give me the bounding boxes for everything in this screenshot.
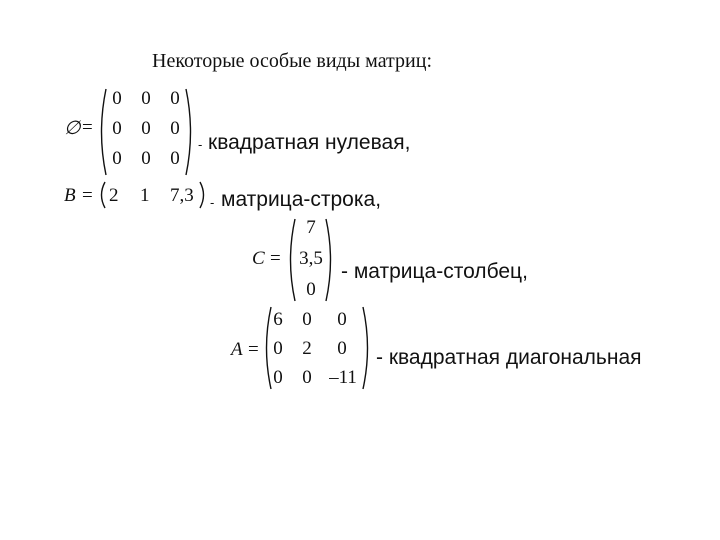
zero-matrix-equals: = [82, 117, 93, 138]
diagonal-matrix-cell: 0 [302, 309, 312, 330]
diagonal-matrix-cell: 6 [273, 309, 283, 330]
row-matrix-cell: 7,3 [170, 185, 194, 206]
diagonal-matrix-description: - квадратная диагональная [376, 346, 642, 369]
column-matrix-description: - матрица-столбец, [341, 260, 528, 283]
zero-matrix-cell: 0 [141, 118, 151, 139]
diagonal-matrix-right-bracket [361, 305, 373, 391]
zero-matrix-cell: 0 [170, 118, 180, 139]
row-matrix-equals: = [82, 185, 93, 206]
zero-matrix-cell: 0 [170, 148, 180, 169]
zero-matrix-cell: 0 [141, 148, 151, 169]
zero-matrix-cell: 0 [112, 118, 122, 139]
column-matrix-right-bracket [324, 217, 336, 303]
row-matrix-cell: 2 [109, 185, 119, 206]
zero-matrix-dash: - [198, 137, 203, 152]
row-matrix-symbol: B [64, 185, 76, 206]
row-matrix-description: матрица-строка, [221, 188, 382, 211]
column-matrix-cell: 3,5 [299, 248, 323, 269]
slide-title: Некоторые особые виды матриц: [152, 50, 432, 72]
zero-matrix-cell: 0 [112, 88, 122, 109]
row-matrix-cell: 1 [140, 185, 150, 206]
row-matrix-dash: - [210, 195, 215, 210]
row-matrix-right-bracket [198, 180, 208, 210]
diagonal-matrix-cell: 0 [273, 367, 283, 388]
diagonal-matrix-cell: 0 [337, 338, 347, 359]
zero-matrix-cell: 0 [112, 148, 122, 169]
zero-matrix-left-bracket [96, 87, 108, 177]
zero-matrix-cell: 0 [170, 88, 180, 109]
diagonal-matrix-symbol: A [231, 339, 243, 360]
zero-matrix-right-bracket [184, 87, 196, 177]
column-matrix-equals: = [270, 248, 281, 269]
diagonal-matrix-cell: 0 [302, 367, 312, 388]
diagonal-matrix-cell: 0 [337, 309, 347, 330]
column-matrix-symbol: C [252, 248, 265, 269]
zero-matrix-cell: 0 [141, 88, 151, 109]
row-matrix-left-bracket [97, 180, 107, 210]
diagonal-matrix-cell: –11 [329, 367, 357, 388]
diagonal-matrix-cell: 2 [302, 338, 312, 359]
zero-matrix-symbol: ∅ [64, 118, 81, 139]
column-matrix-cell: 7 [306, 217, 316, 238]
diagonal-matrix-equals: = [248, 339, 259, 360]
zero-matrix-description: квадратная нулевая, [208, 131, 411, 154]
diagonal-matrix-cell: 0 [273, 338, 283, 359]
column-matrix-cell: 0 [306, 279, 316, 300]
